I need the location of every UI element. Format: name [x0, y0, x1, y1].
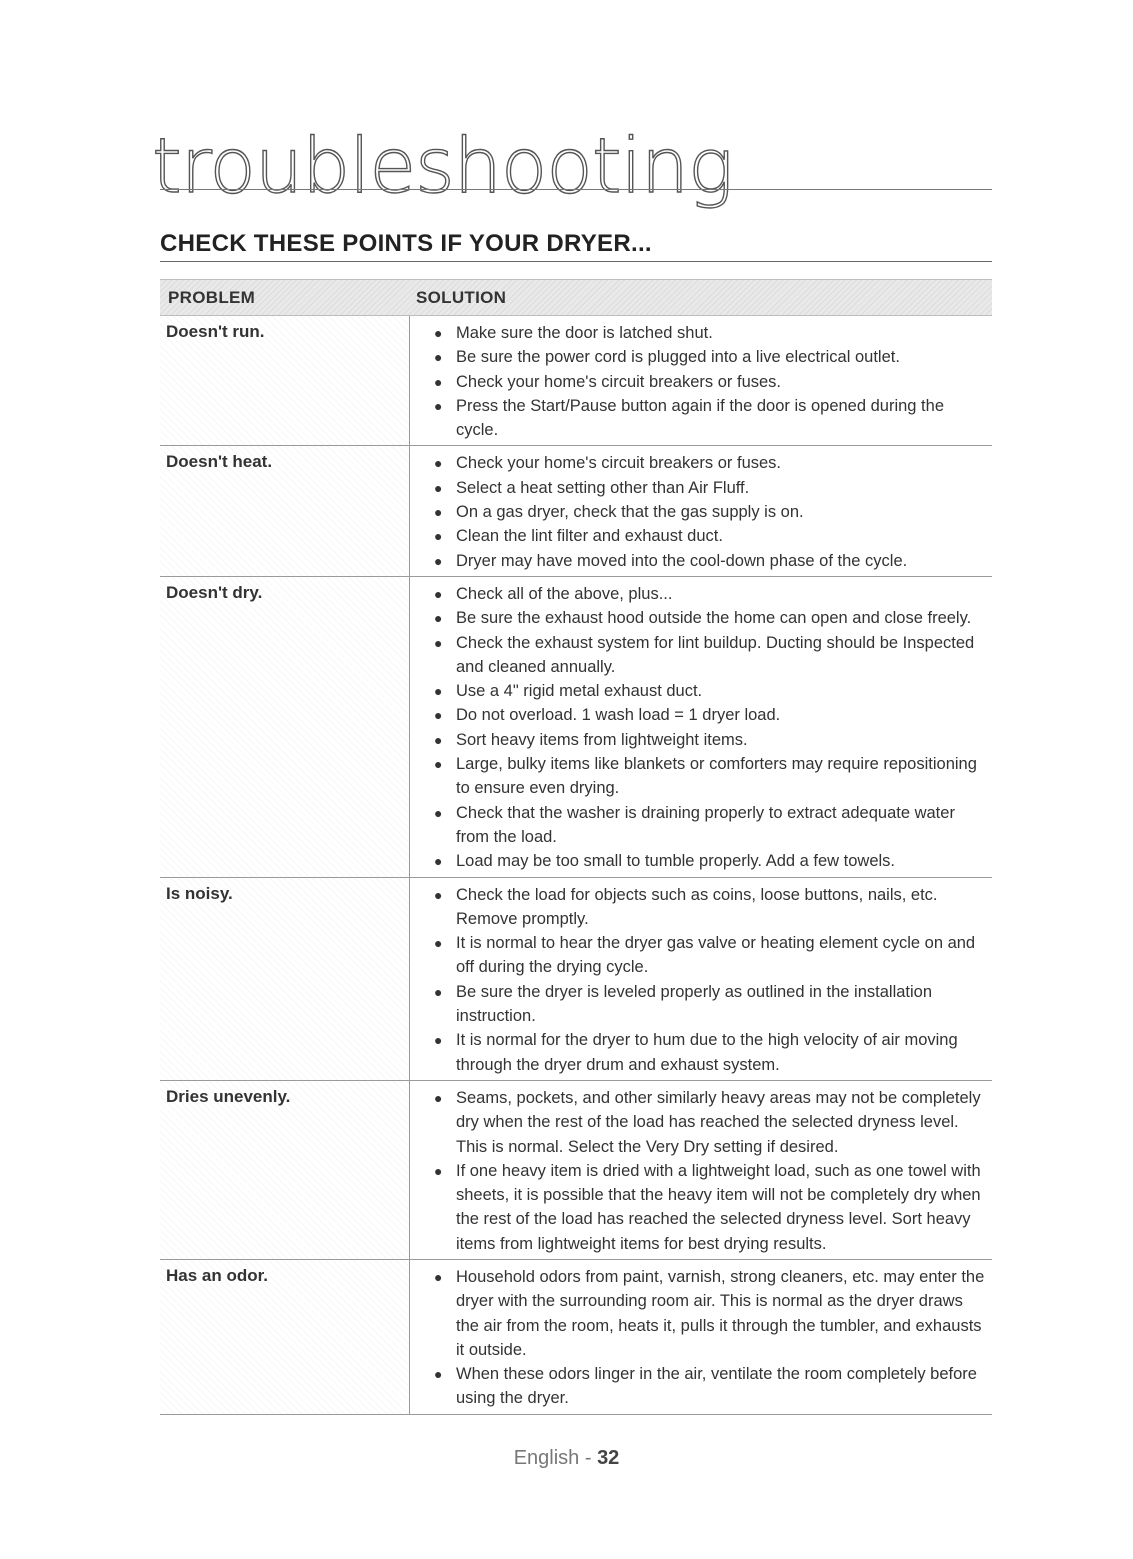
- solution-item: [434, 524, 986, 548]
- solution-item: [434, 883, 986, 932]
- table-row: [160, 1260, 992, 1415]
- solution-item: [434, 370, 986, 394]
- table-header: [160, 279, 992, 316]
- table-row: [160, 878, 992, 1081]
- bullet-icon: ●: [434, 983, 443, 1000]
- footer-language: English -: [513, 1447, 598, 1469]
- table-row: [160, 1081, 992, 1260]
- problem-cell: Is noisy.: [160, 878, 410, 1080]
- solution-item: [434, 1362, 986, 1411]
- solution-text: If one heavy item is dried with a lightweight load, such as one towel with sheets, it is possible that the heavy item will not be completely dry when the rest of the load has reached the selected dryness level. Sort heavy items from lightweight items for best drying results.: [456, 1161, 981, 1253]
- solution-item: [434, 476, 986, 500]
- problem-cell: Doesn't heat.: [160, 446, 410, 575]
- bullet-icon: ●: [434, 707, 443, 724]
- solution-item: [434, 752, 986, 801]
- solution-text: Check the load for objects such as coins, loose buttons, nails, etc. Remove promptly.: [456, 885, 938, 928]
- solution-text: Make sure the door is latched shut.: [456, 324, 713, 342]
- solution-item: [434, 500, 986, 524]
- bullet-icon: ●: [434, 349, 443, 366]
- solution-text: Check your home's circuit breakers or fuses.: [456, 372, 782, 391]
- solution-item: [434, 1159, 986, 1256]
- solution-item: [434, 582, 986, 606]
- bullet-icon: ●: [434, 935, 443, 952]
- solution-text: Load may be too small to tumble properly. Add a few towels.: [456, 852, 896, 871]
- solution-text: Seams, pockets, and other similarly heavy areas may not be completely dry when the rest of the load has reached the selected dryness level. This is normal. Select the Very Dry setting if desired.: [456, 1088, 981, 1156]
- bullet-icon: ●: [434, 1162, 443, 1179]
- solution-item: [434, 728, 986, 752]
- solution-cell: [410, 1081, 992, 1259]
- problem-cell: Doesn't run.: [160, 316, 410, 445]
- solution-text: It is normal for the dryer to hum due to the high velocity of air moving through the dryer drum and exhaust system.: [456, 1031, 958, 1074]
- solution-cell: [410, 577, 992, 877]
- bullet-icon: ●: [434, 373, 443, 390]
- table-row: [160, 316, 992, 446]
- solution-item: [434, 679, 986, 703]
- solution-text: Check the exhaust system for lint buildup. Ducting should be Inspected and cleaned annually.: [456, 633, 975, 676]
- solution-text: Dryer may have moved into the cool-down phase of the cycle.: [456, 551, 908, 570]
- solution-item: [434, 606, 986, 630]
- solution-text: Do not overload. 1 wash load = 1 dryer load.: [456, 706, 781, 725]
- solution-item: [434, 931, 986, 980]
- troubleshooting-table: [160, 279, 992, 1415]
- solution-item: [434, 703, 986, 727]
- title-divider: [160, 189, 992, 190]
- solution-text: Press the Start/Pause button again if the door is opened during the cycle.: [456, 396, 944, 440]
- solution-item: [434, 345, 986, 369]
- solution-text: Clean the lint filter and exhaust duct.: [456, 527, 723, 546]
- bullet-icon: ●: [434, 683, 443, 700]
- bullet-icon: ●: [434, 853, 443, 870]
- bullet-icon: ●: [434, 610, 443, 627]
- problem-cell: Doesn't dry.: [160, 577, 410, 877]
- bullet-icon: ●: [434, 528, 443, 545]
- header-problem: PROBLEM: [168, 288, 256, 307]
- bullet-icon: ●: [434, 1268, 443, 1285]
- bullet-icon: ●: [434, 756, 443, 773]
- bullet-icon: ●: [434, 455, 443, 472]
- solution-item: [434, 1086, 986, 1159]
- bullet-icon: ●: [434, 886, 443, 903]
- page-footer: [0, 1447, 1133, 1470]
- solution-text: Large, bulky items like blankets or comforters may require repositioning to ensure even drying.: [456, 755, 977, 798]
- solution-item: [434, 849, 986, 873]
- solution-item: [434, 321, 986, 345]
- table-body: [160, 316, 992, 1415]
- solution-text: When these odors linger in the air, ventilate the room completely before using the dryer.: [456, 1365, 977, 1408]
- solution-text: Sort heavy items from lightweight items.: [456, 730, 748, 749]
- solution-text: It is normal to hear the dryer gas valve or heating element cycle on and off during the drying cycle.: [456, 934, 976, 977]
- solution-item: [434, 801, 986, 850]
- table-row: [160, 577, 992, 878]
- solution-text: Be sure the dryer is leveled properly as outlined in the installation instruction.: [456, 982, 933, 1026]
- bullet-icon: ●: [434, 1366, 443, 1383]
- page-title: troubleshooting: [152, 121, 733, 210]
- bullet-icon: ●: [434, 504, 443, 521]
- solution-item: [434, 394, 986, 443]
- bullet-icon: ●: [434, 585, 443, 602]
- solution-text: Use a 4" rigid metal exhaust duct.: [456, 682, 703, 701]
- solution-cell: [410, 446, 992, 575]
- section-heading: CHECK THESE POINTS IF YOUR DRYER...: [160, 230, 652, 257]
- solution-cell: [410, 878, 992, 1080]
- solution-text: Be sure the exhaust hood outside the home can open and close freely.: [456, 609, 972, 628]
- solution-text: Check your home's circuit breakers or fuses.: [456, 454, 782, 473]
- bullet-icon: ●: [434, 1089, 443, 1106]
- problem-cell: Dries unevenly.: [160, 1081, 410, 1259]
- bullet-icon: ●: [434, 731, 443, 748]
- solution-text: Check all of the above, plus...: [456, 584, 673, 603]
- bullet-icon: ●: [434, 397, 443, 414]
- solution-item: [434, 1028, 986, 1077]
- bullet-icon: ●: [434, 552, 443, 569]
- bullet-icon: ●: [434, 325, 443, 341]
- bullet-icon: ●: [434, 479, 443, 496]
- solution-item: [434, 980, 986, 1029]
- solution-item: [434, 1265, 986, 1362]
- solution-item: [434, 451, 986, 475]
- solution-cell: [410, 316, 992, 445]
- solution-cell: [410, 1260, 992, 1414]
- heading-divider: [160, 261, 992, 262]
- solution-text: Select a heat setting other than Air Fluff.: [456, 478, 750, 497]
- header-solution: SOLUTION: [416, 288, 507, 307]
- solution-item: [434, 549, 986, 573]
- table-row: [160, 446, 992, 576]
- solution-item: [434, 631, 986, 680]
- bullet-icon: ●: [434, 1032, 443, 1049]
- solution-text: Household odors from paint, varnish, strong cleaners, etc. may enter the dryer with the surrounding room air. This is normal as the dryer draws the air from the room, heats it, pulls it through the tumbler, and exhausts it outside.: [456, 1267, 985, 1359]
- page-number: 32: [597, 1447, 620, 1469]
- solution-text: Be sure the power cord is plugged into a live electrical outlet.: [456, 348, 900, 367]
- bullet-icon: ●: [434, 804, 443, 821]
- problem-cell: Has an odor.: [160, 1260, 410, 1414]
- bullet-icon: ●: [434, 634, 443, 651]
- solution-text: Check that the washer is draining properly to extract adequate water from the load.: [456, 803, 955, 846]
- solution-text: On a gas dryer, check that the gas supply is on.: [456, 503, 804, 522]
